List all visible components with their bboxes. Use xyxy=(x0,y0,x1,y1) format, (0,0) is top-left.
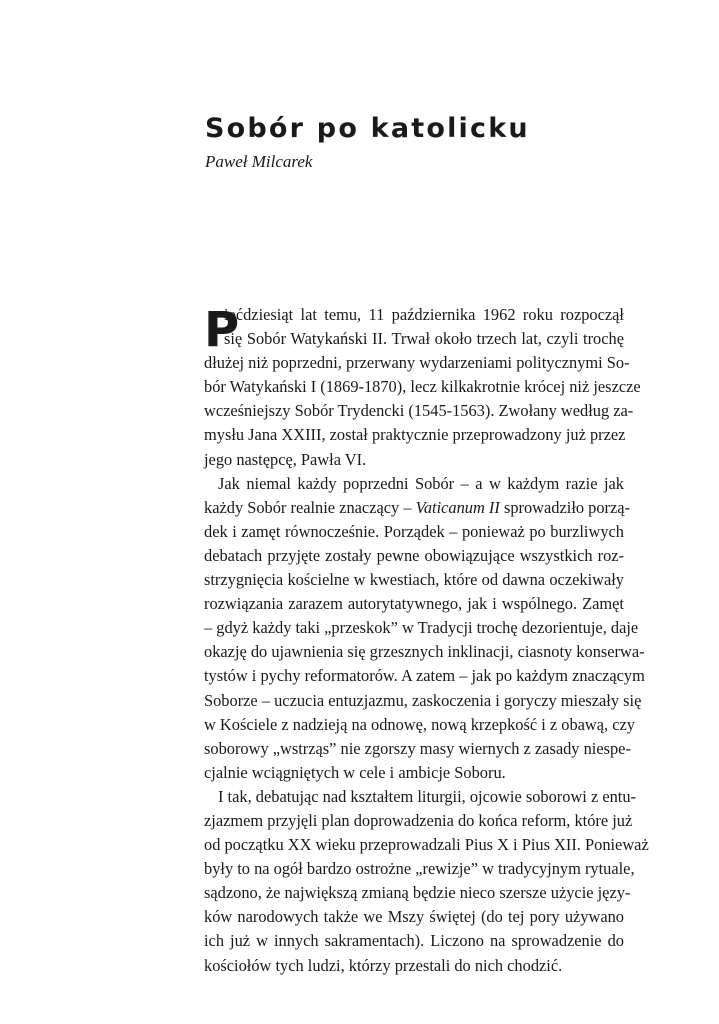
text-line xyxy=(204,496,631,520)
paragraph-1 xyxy=(204,303,641,472)
text-line: tystów i pychy reformatorów. A zatem – jak po każdym znaczącym xyxy=(204,666,645,686)
text-line: ięćdziesiąt lat temu, 11 października 1962 roku rozpoczął xyxy=(224,305,624,324)
text-line: sądzono, że największą zmianą będzie nieco szersze użycie języ- xyxy=(204,883,631,903)
text-line: bór Watykański I (1869-1870), lecz kilkakrotnie krócej niż jeszcze xyxy=(204,377,641,397)
text-line: soborowy „wstrząs” nie zgorszy masy wiernych z zasady niespe- xyxy=(204,738,631,758)
text-line: okazję do ujawnienia się grzesznych inklinacji, ciasnoty konserwa- xyxy=(204,642,645,662)
text-line: się Sobór Watykański II. Trwał około trzech lat, czyli trochę xyxy=(224,329,624,349)
article-title: Sobór po katolicku xyxy=(205,113,530,144)
text-line: – gdyż każdy taki „przeskok” w Tradycji trochę dezorientuje, daje xyxy=(204,618,639,638)
text-line: wcześniejszy Sobór Trydencki (1545-1563). Zwołany według za- xyxy=(204,401,634,421)
text-line: jego następcę, Pawła VI. xyxy=(204,449,367,469)
text-segment: sprowadziło porzą- xyxy=(503,497,631,517)
paragraph-2 xyxy=(204,472,645,785)
text-line: były to na ogół bardzo ostrożne „rewizje” w tradycyjnym rytuale, xyxy=(204,859,635,879)
text-line: strzygnięcia kościelne w kwestiach, które od dawna oczekiwały xyxy=(204,570,624,590)
text-line: kościołów tych ludzi, którzy przestali do nich chodzić. xyxy=(204,955,563,975)
text-segment: każdy Sobór realnie znaczący – xyxy=(204,497,412,517)
text-line: w Kościele z nadzieją na odnowę, nową krzepkość i z obawą, czy xyxy=(204,714,635,734)
drop-cap: P xyxy=(204,302,240,358)
text-line: dłużej niż poprzedni, przerwany wydarzeniami politycznymi So- xyxy=(204,353,630,373)
text-line: od początku XX wieku przeprowadzali Pius X i Pius XII. Ponieważ xyxy=(204,835,649,855)
text-line: I tak, debatując nad kształtem liturgii, ojcowie soborowi z entu- xyxy=(218,786,636,806)
text-line: mysłu Jana XXIII, został praktycznie przeprowadzony już przez xyxy=(204,425,626,445)
text-line: rozwiązania zarazem autorytatywnego, jak i wspólnego. Zamęt xyxy=(204,594,624,614)
text-line: ich już w innych sakramentach). Liczono na sprowadzenie do xyxy=(204,931,624,951)
text-line: dek i zamęt równocześnie. Porządek – ponieważ po burzliwych xyxy=(204,521,624,541)
italic-title: Vaticanum II xyxy=(415,497,500,517)
text-line: zjazmem przyjęli plan doprowadzenia do końca reform, które już xyxy=(204,810,633,830)
text-line: Soborze – uczucia entuzjazmu, zaskoczenia i goryczy mieszały się xyxy=(204,690,642,710)
article-author: Paweł Milcarek xyxy=(205,152,313,171)
text-line: ków narodowych także we Mszy świętej (do tej pory używano xyxy=(204,907,624,927)
text-line: debatach przyjęte zostały pewne obowiązujące wszystkich roz- xyxy=(204,545,624,565)
text-line: cjalnie wciągniętych w cele i ambicje Soboru. xyxy=(204,762,506,782)
text-line: Jak niemal każdy poprzedni Sobór – a w każdym razie jak xyxy=(218,473,624,493)
article-body xyxy=(204,303,649,978)
paragraph-3 xyxy=(204,785,649,978)
